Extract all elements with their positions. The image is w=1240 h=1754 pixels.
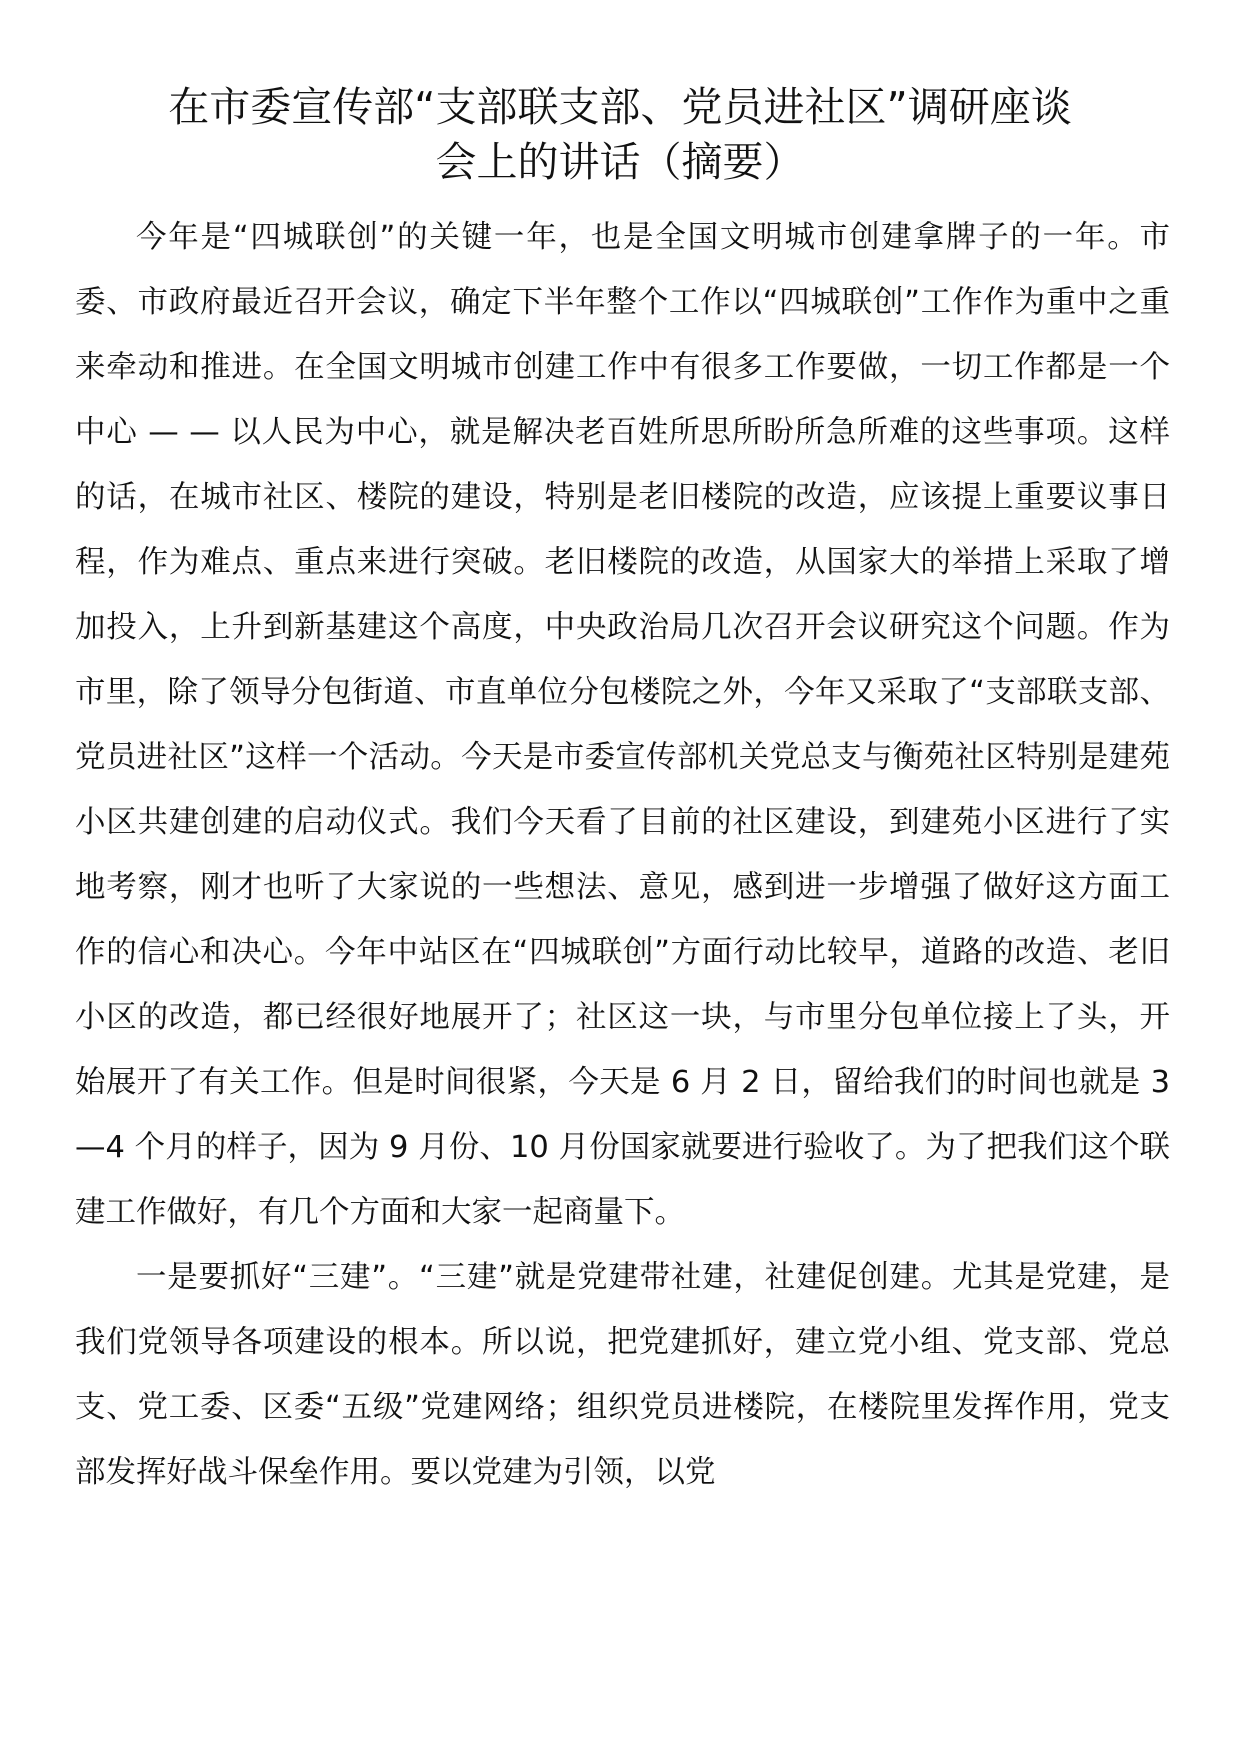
title-line-2: 会上的讲话（摘要） [435, 138, 805, 186]
document-title [0, 0, 1240, 190]
title-line-1: 在市委宣传部“支部联支部、党员进社区”调研座谈 [168, 83, 1072, 131]
paragraph-1: 今年是“四城联创”的关键一年，也是全国文明城市创建拿牌子的一年。市委、市政府最近召开会议，确定下半年整个工作以“四城联创”工作作为重中之重来牵动和推进。在全国文明城市创建工作中有很多工作要做，一切工作都是一个中心 — — 以人民为中心，就是解决老百姓所思所盼所急所难的这些事项。这样的话，在城市社区、楼院的建设，特别是老旧楼院的改造，应该提上重要议事日程，作为难点、重点来进行突破。老旧楼院的改造，从国家大的举措上采取了增加投入，上升到新基建这个高度，中央政治局几次召开会议研究这个问题。作为市里，除了领导分包街道、市直单位分包楼院之外，今年又采取了“支部联支部、党员进社区”这样一个活动。今天是市委宣传部机关党总支与衡苑社区特别是建苑小区共建创建的启动仪式。我们今天看了目前的社区建设，到建苑小区进行了实地考察，刚才也听了大家说的一些想法、意见，感到进一步增强了做好这方面工作的信心和决心。今年中站区在“四城联创”方面行动比较早，道路的改造、老旧小区的改造，都已经很好地展开了；社区这一块，与市里分包单位接上了头，开始展开了有关工作。但是时间很紧，今天是 6 月 2 日，留给我们的时间也就是 3—4 个月的样子，因为 9 月份、10 月份国家就要进行验收了。为了把我们这个联建工作做好，有几个方面和大家一起商量下。 [75, 220, 1170, 1230]
paragraph-2: 一是要抓好“三建”。“三建”就是党建带社建，社建促创建。尤其是党建，是我们党领导各项建设的根本。所以说，把党建抓好，建立党小组、党支部、党总支、党工委、区委“五级”党建网络；组织党员进楼院，在楼院里发挥作用，党支部发挥好战斗保垒作用。要以党建为引领，以党 [75, 1260, 1170, 1490]
document-body [75, 205, 1170, 1505]
